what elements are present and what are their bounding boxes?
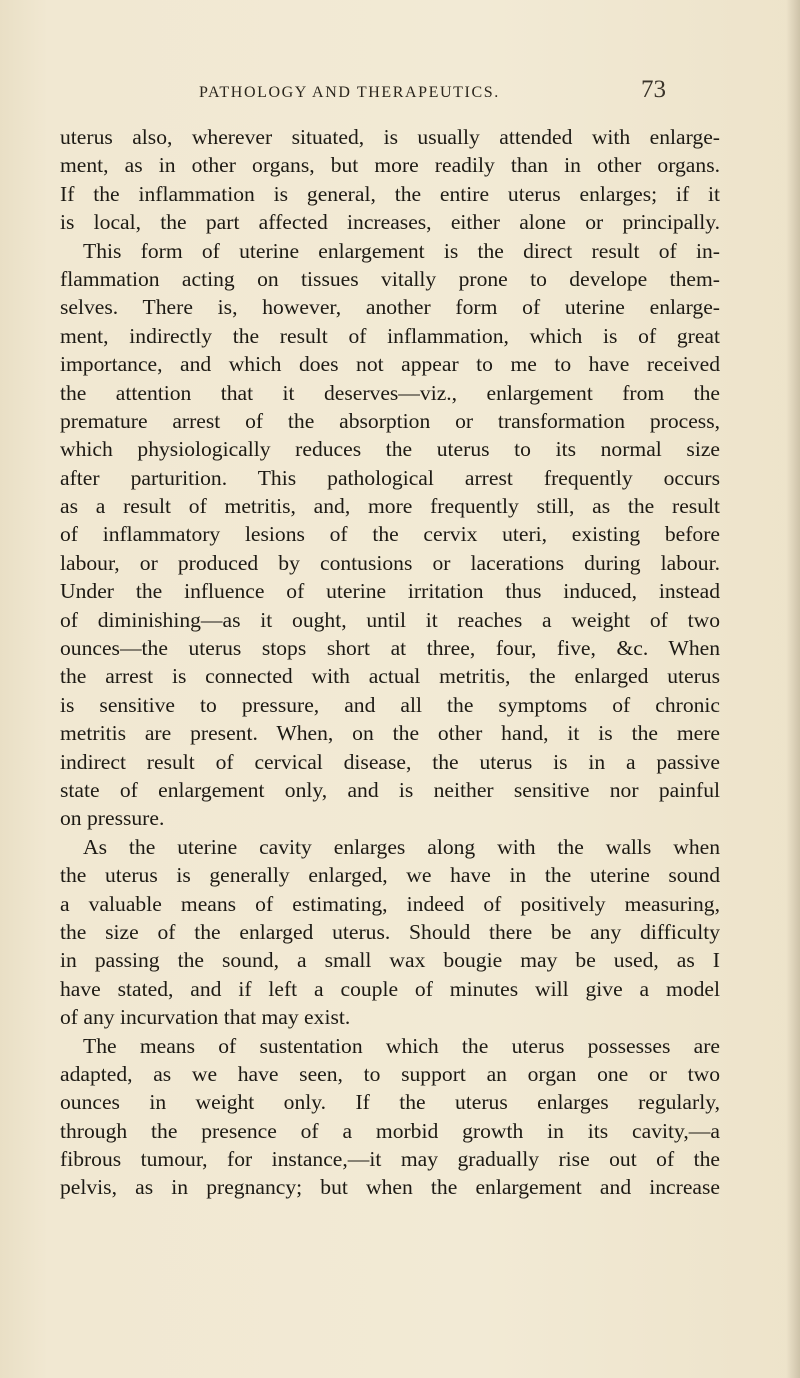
text-line: after parturition. This pathological arrest frequently occurs <box>60 465 720 490</box>
page-edge-shadow <box>786 0 800 1378</box>
text-line: uterus also, wherever situated, is usually attended with enlarge- <box>60 125 720 149</box>
text-line: is sensitive to pressure, and all the symptoms of chronic <box>60 692 720 717</box>
text-line: the arrest is connected with actual metritis, the enlarged uterus <box>60 664 720 689</box>
text-line: fibrous tumour, for instance,—it may gradually rise out of the <box>60 1147 720 1172</box>
text-line: If the inflammation is general, the entire uterus enlarges; if it <box>60 181 720 206</box>
page-number: 73 <box>641 76 666 103</box>
text-line: As the uterine cavity enlarges along with the walls when <box>83 834 720 859</box>
text-line: adapted, as we have seen, to support an organ one or two <box>60 1061 720 1086</box>
text-line: metritis are present. When, on the other hand, it is the mere <box>60 721 720 746</box>
text-line: is local, the part affected increases, either alone or principally. <box>60 210 720 235</box>
text-line: Under the influence of uterine irritation thus induced, instead <box>60 579 720 604</box>
text-line: ounces in weight only. If the uterus enlarges regularly, <box>60 1090 720 1115</box>
text-line: state of enlargement only, and is neither sensitive nor painful <box>60 777 720 802</box>
text-line: ment, as in other organs, but more readily than in other organs. <box>60 153 720 178</box>
text-line: in passing the sound, a small wax bougie may be used, as I <box>60 948 720 973</box>
text-line: the attention that it deserves—viz., enlargement from the <box>60 380 720 405</box>
text-line: the uterus is generally enlarged, we have in the uterine sound <box>60 863 720 888</box>
text-line: flammation acting on tissues vitally prone to develope them- <box>60 266 720 291</box>
text-line: the size of the enlarged uterus. Should there be any difficulty <box>60 919 720 944</box>
text-line: ment, indirectly the result of inflammation, which is of great <box>60 323 720 348</box>
text-line: The means of sustentation which the uterus possesses are <box>83 1033 720 1058</box>
body-text <box>60 123 720 1202</box>
text-line: of diminishing—as it ought, until it reaches a weight of two <box>60 607 720 632</box>
text-line: ounces—the uterus stops short at three, four, five, &c. When <box>60 636 720 661</box>
text-line: have stated, and if left a couple of minutes will give a model <box>60 976 720 1001</box>
text-line: pelvis, as in pregnancy; but when the enlargement and increase <box>60 1175 720 1200</box>
text-line: selves. There is, however, another form of uterine enlarge- <box>60 295 720 320</box>
text-line: through the presence of a morbid growth in its cavity,—a <box>60 1118 720 1143</box>
text-line: premature arrest of the absorption or transformation process, <box>60 408 720 433</box>
text-line: as a result of metritis, and, more frequently still, as the result <box>60 494 720 519</box>
text-line: of any incurvation that may exist. <box>60 1005 351 1030</box>
running-head: PATHOLOGY AND THERAPEUTICS. <box>199 84 500 101</box>
text-line: indirect result of cervical disease, the uterus is in a passive <box>60 749 720 774</box>
text-line: a valuable means of estimating, indeed of positively measuring, <box>60 891 720 916</box>
text-line: labour, or produced by contusions or lacerations during labour. <box>60 550 720 575</box>
text-line: which physiologically reduces the uterus to its normal size <box>60 437 720 462</box>
text-line: importance, and which does not appear to me to have received <box>60 352 720 377</box>
text-line: This form of uterine enlargement is the direct result of in- <box>83 238 720 263</box>
text-line: on pressure. <box>60 806 165 831</box>
text-line: of inflammatory lesions of the cervix uteri, existing before <box>60 522 720 547</box>
